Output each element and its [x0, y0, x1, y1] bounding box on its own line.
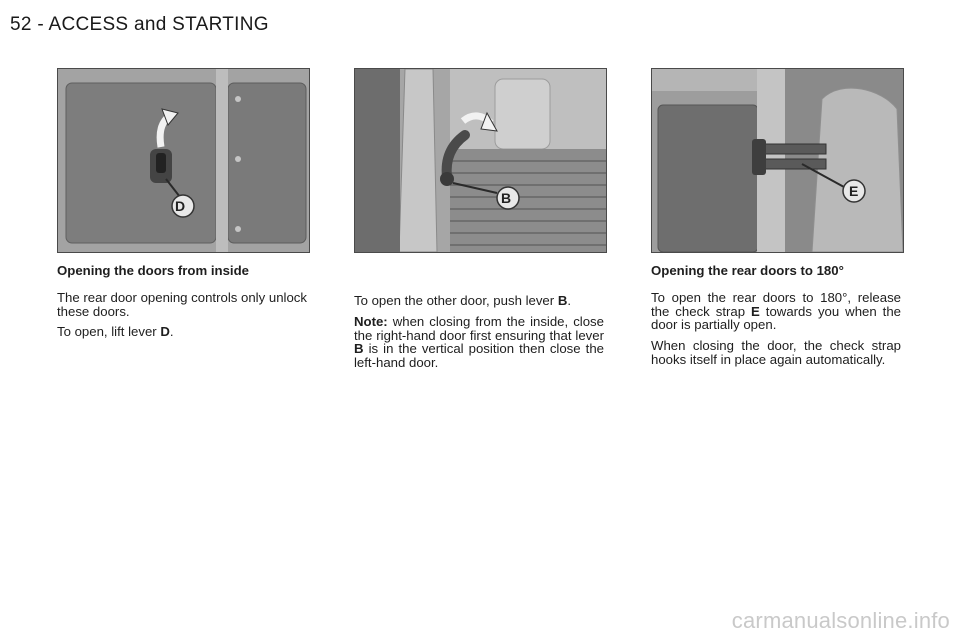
- lever-ref-b: B: [557, 293, 568, 308]
- paragraph-note: [354, 315, 604, 370]
- callout-label-d: D: [175, 198, 186, 214]
- page-header: 52 - ACCESS and STARTING: [10, 14, 269, 35]
- note-text-a: when closing from the inside, close the right-hand door first ensuring that lever: [354, 313, 604, 343]
- column-rear-doors-180: [651, 264, 901, 374]
- paragraph-push-lever: [354, 294, 604, 308]
- figure-lever-b: [354, 68, 607, 253]
- figure-check-strap-e: [651, 68, 904, 253]
- lever-ref-d: D: [160, 324, 170, 340]
- watermark-text: carmanualsonline.info: [731, 608, 950, 633]
- door-interior-illustration-e: [652, 69, 903, 252]
- release-strap-text-b: towards you when the door is partially open.: [651, 303, 902, 333]
- callout-label-b: B: [501, 190, 512, 206]
- paragraph-release-strap: [651, 291, 901, 332]
- note-label: Note:: [354, 313, 388, 329]
- column-opening-doors-inside: [57, 264, 307, 346]
- paragraph-strap-hooks: When closing the door, the check strap hooks itself in place again automatically.: [651, 338, 901, 367]
- lift-lever-text: To open, lift lever: [57, 324, 161, 340]
- push-lever-end: .: [567, 293, 572, 308]
- note-text-b: is in the vertical position then close the left-hand door.: [354, 341, 604, 371]
- push-lever-text: To open the other door, push lever: [354, 293, 558, 308]
- door-interior-illustration-d: [58, 69, 309, 252]
- heading-rear-doors-180: Opening the rear doors to 180°: [651, 263, 844, 278]
- callout-label-e: E: [849, 183, 859, 199]
- figure-lever-d: [57, 68, 310, 253]
- paragraph-rear-controls: The rear door opening controls only unlock these doors.: [57, 289, 307, 319]
- column-other-door: [354, 294, 604, 377]
- heading-opening-doors-inside: Opening the doors from inside: [57, 263, 249, 278]
- strap-ref-e: E: [751, 303, 760, 319]
- door-interior-illustration-b: [355, 69, 606, 252]
- paragraph-lift-lever: [57, 325, 307, 339]
- lift-lever-end: .: [169, 324, 174, 340]
- note-lever-ref-b: B: [354, 341, 364, 357]
- release-strap-text-a: To open the rear doors to 180°, release the check strap: [651, 289, 901, 319]
